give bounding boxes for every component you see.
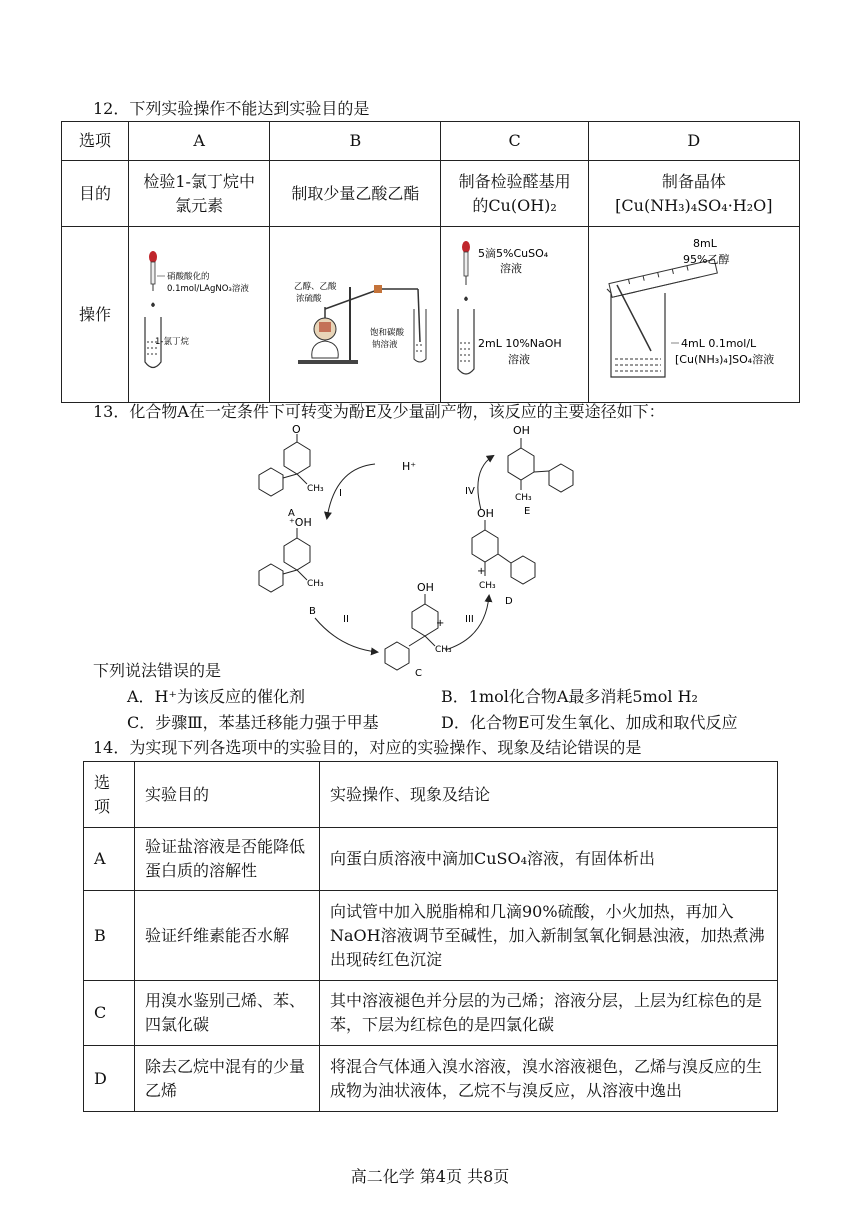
label-a-chlorobutane: 1-氯丁烷: [155, 337, 190, 347]
atom-d-plus: +: [477, 566, 486, 577]
atom-d-ch3: CH₃: [479, 581, 496, 591]
q12-figure-d: [588, 227, 799, 403]
q14-row-a: [84, 828, 778, 891]
q12-table: [61, 121, 800, 403]
atom-a-ch3: CH₃: [307, 484, 324, 494]
label-d-solution-1: 4mL 0.1mol/L: [680, 337, 756, 350]
label-a-reagent-1: 硝酸酸化的: [167, 272, 210, 282]
compound-b: [259, 516, 324, 617]
q14-header-purpose: 实验目的: [135, 762, 320, 828]
q13-option-b: B．1mol化合物A最多消耗5mol H₂: [441, 687, 698, 706]
q12-stem: 12．下列实验操作不能达到实验目的是: [93, 99, 370, 118]
compound-a: [259, 423, 324, 519]
q12-purpose-a-line1: 检验1-氯丁烷中: [143, 171, 255, 191]
label-c-cuso4-2: 溶液: [499, 262, 522, 275]
label-c-naoh-2: 溶液: [507, 353, 530, 366]
q14-header-option: 选项: [84, 762, 135, 828]
page-footer: 高二化学 第4页 共8页: [350, 1167, 510, 1186]
label-compound-d: D: [505, 596, 513, 607]
arrow-step-1: [327, 464, 375, 518]
q13-option-c: C．步骤Ⅲ，苯基迁移能力强于甲基: [127, 713, 379, 732]
q12-figure-a: [129, 227, 270, 403]
q12-purpose-c-line1: 制备检验醛基用: [458, 171, 571, 191]
reaction-mechanism-diagram: [245, 420, 595, 680]
atom-e-oh: OH: [513, 424, 530, 437]
q14-header-operation: 实验操作、现象及结论: [320, 762, 778, 828]
beaker-cylinder-figure-d: [589, 227, 799, 395]
q14-row-d-operation: 将混合气体通入溴水溶液，溴水溶液褪色，乙烯与溴反应的生成物为油状液体，乙烷不与溴反应，从溶液中逸出: [320, 1046, 778, 1112]
label-b-sodium-carbonate-1: 饱和碳酸: [370, 328, 405, 338]
label-c-cuso4-1: 5滴5%CuSO₄: [477, 247, 548, 260]
atom-e-ch3: CH₃: [515, 493, 532, 503]
q12-purpose-label: 目的: [62, 161, 129, 227]
label-b-reagent-1: 乙醇、乙酸: [294, 282, 337, 292]
q12-header-d: D: [588, 122, 799, 161]
atom-a-o: O: [292, 423, 301, 436]
label-compound-e: E: [524, 506, 531, 517]
compound-d: [472, 507, 535, 607]
q14-table: [83, 761, 778, 1112]
q12-purpose-a-line2: 氯元素: [175, 195, 224, 215]
q12-purpose-c: [441, 161, 588, 227]
label-step-2: II: [343, 614, 349, 625]
q14-stem: 14．为实现下列各选项中的实验目的，对应的实验操作、现象及结论错误的是: [93, 738, 642, 757]
q14-row-c-operation: 其中溶液褪色并分层的为己烯；溶液分层，上层为红棕色的是苯，下层为红棕色的是四氯化碳: [320, 981, 778, 1046]
label-step-1: I: [339, 488, 342, 499]
q14-row-a-purpose: 验证盐溶液是否能降低蛋白质的溶解性: [135, 828, 320, 891]
q14-row-c-purpose: 用溴水鉴别己烯、苯、四氯化碳: [135, 981, 320, 1046]
q14-row-b-option: B: [84, 891, 135, 981]
label-compound-a: A: [288, 508, 295, 519]
atom-c-ch3: CH₃: [435, 645, 452, 655]
q14-row-c-option: C: [84, 981, 135, 1046]
q14-row-d: [84, 1046, 778, 1112]
label-step-3: III: [465, 614, 474, 625]
q12-header-c: C: [441, 122, 588, 161]
q12-purpose-d: [588, 161, 799, 227]
label-b-sodium-carbonate-2: 钠溶液: [372, 340, 398, 350]
label-a-reagent-2: 0.1mol/LAgNO₃溶液: [167, 284, 249, 294]
label-b-reagent-2: 浓硫酸: [296, 294, 322, 304]
catalyst-h-plus: H⁺: [402, 460, 417, 473]
atom-c-oh: OH: [417, 581, 434, 594]
q13-question: 下列说法错误的是: [93, 661, 222, 680]
q14-row-b-purpose: 验证纤维素能否水解: [135, 891, 320, 981]
label-compound-c: C: [415, 668, 422, 679]
q14-row-b-operation: 向试管中加入脱脂棉和几滴90%硫酸，小火加热，再加入NaOH溶液调节至碱性，加入新制氢氧化铜悬浊液，加热煮沸出现砖红色沉淀: [320, 891, 778, 981]
q12-header-option: 选项: [62, 122, 129, 161]
q12-purpose-b: 制取少量乙酸乙酯: [270, 161, 441, 227]
q12-purpose-c-line2: 的Cu(OH)₂: [472, 195, 557, 215]
label-c-naoh-1: 2mL 10%NaOH: [477, 337, 562, 350]
q14-row-d-purpose: 除去乙烷中混有的少量乙烯: [135, 1046, 320, 1112]
label-d-ethanol-1: 8mL: [692, 237, 717, 250]
q14-row-a-operation: 向蛋白质溶液中滴加CuSO₄溶液，有固体析出: [320, 828, 778, 891]
arrow-step-4: [478, 456, 493, 510]
q12-header-b: B: [270, 122, 441, 161]
q14-row-b: [84, 891, 778, 981]
q12-figure-c: [441, 227, 588, 403]
q14-row-a-option: A: [84, 828, 135, 891]
q12-purpose-d-line1: 制备晶体: [661, 171, 726, 191]
label-compound-b: B: [309, 606, 316, 617]
q14-row-d-option: D: [84, 1046, 135, 1112]
q12-figure-b: [270, 227, 441, 403]
atom-b-ch3: CH₃: [307, 579, 324, 589]
q12-purpose-a: [129, 161, 270, 227]
q13-option-d: D．化合物E可发生氧化、加成和取代反应: [441, 713, 738, 732]
q14-row-c: [84, 981, 778, 1046]
compound-e: [508, 424, 573, 517]
label-d-solution-2: [Cu(NH₃)₄]SO₄溶液: [674, 353, 775, 366]
q12-operation-label: 操作: [62, 227, 129, 403]
label-step-4: IV: [465, 486, 475, 497]
atom-b-oh: ⁺OH: [289, 516, 312, 529]
ester-apparatus-figure-b: [270, 227, 440, 395]
atom-d-oh: OH: [477, 507, 494, 520]
atom-c-plus: +: [436, 618, 445, 629]
q13-stem: 13．化合物A在一定条件下可转变为酚E及少量副产物，该反应的主要途径如下：: [93, 402, 665, 421]
compound-c: [385, 581, 452, 679]
test-tube-dropper-figure-c: [442, 227, 588, 395]
q12-header-a: A: [129, 122, 270, 161]
q13-option-a: A．H⁺为该反应的催化剂: [127, 687, 305, 706]
label-d-ethanol-2: 95%乙醇: [682, 253, 730, 266]
q12-purpose-d-line2: [Cu(NH₃)₄SO₄·H₂O]: [615, 195, 773, 215]
test-tube-dropper-figure-a: [129, 227, 269, 395]
